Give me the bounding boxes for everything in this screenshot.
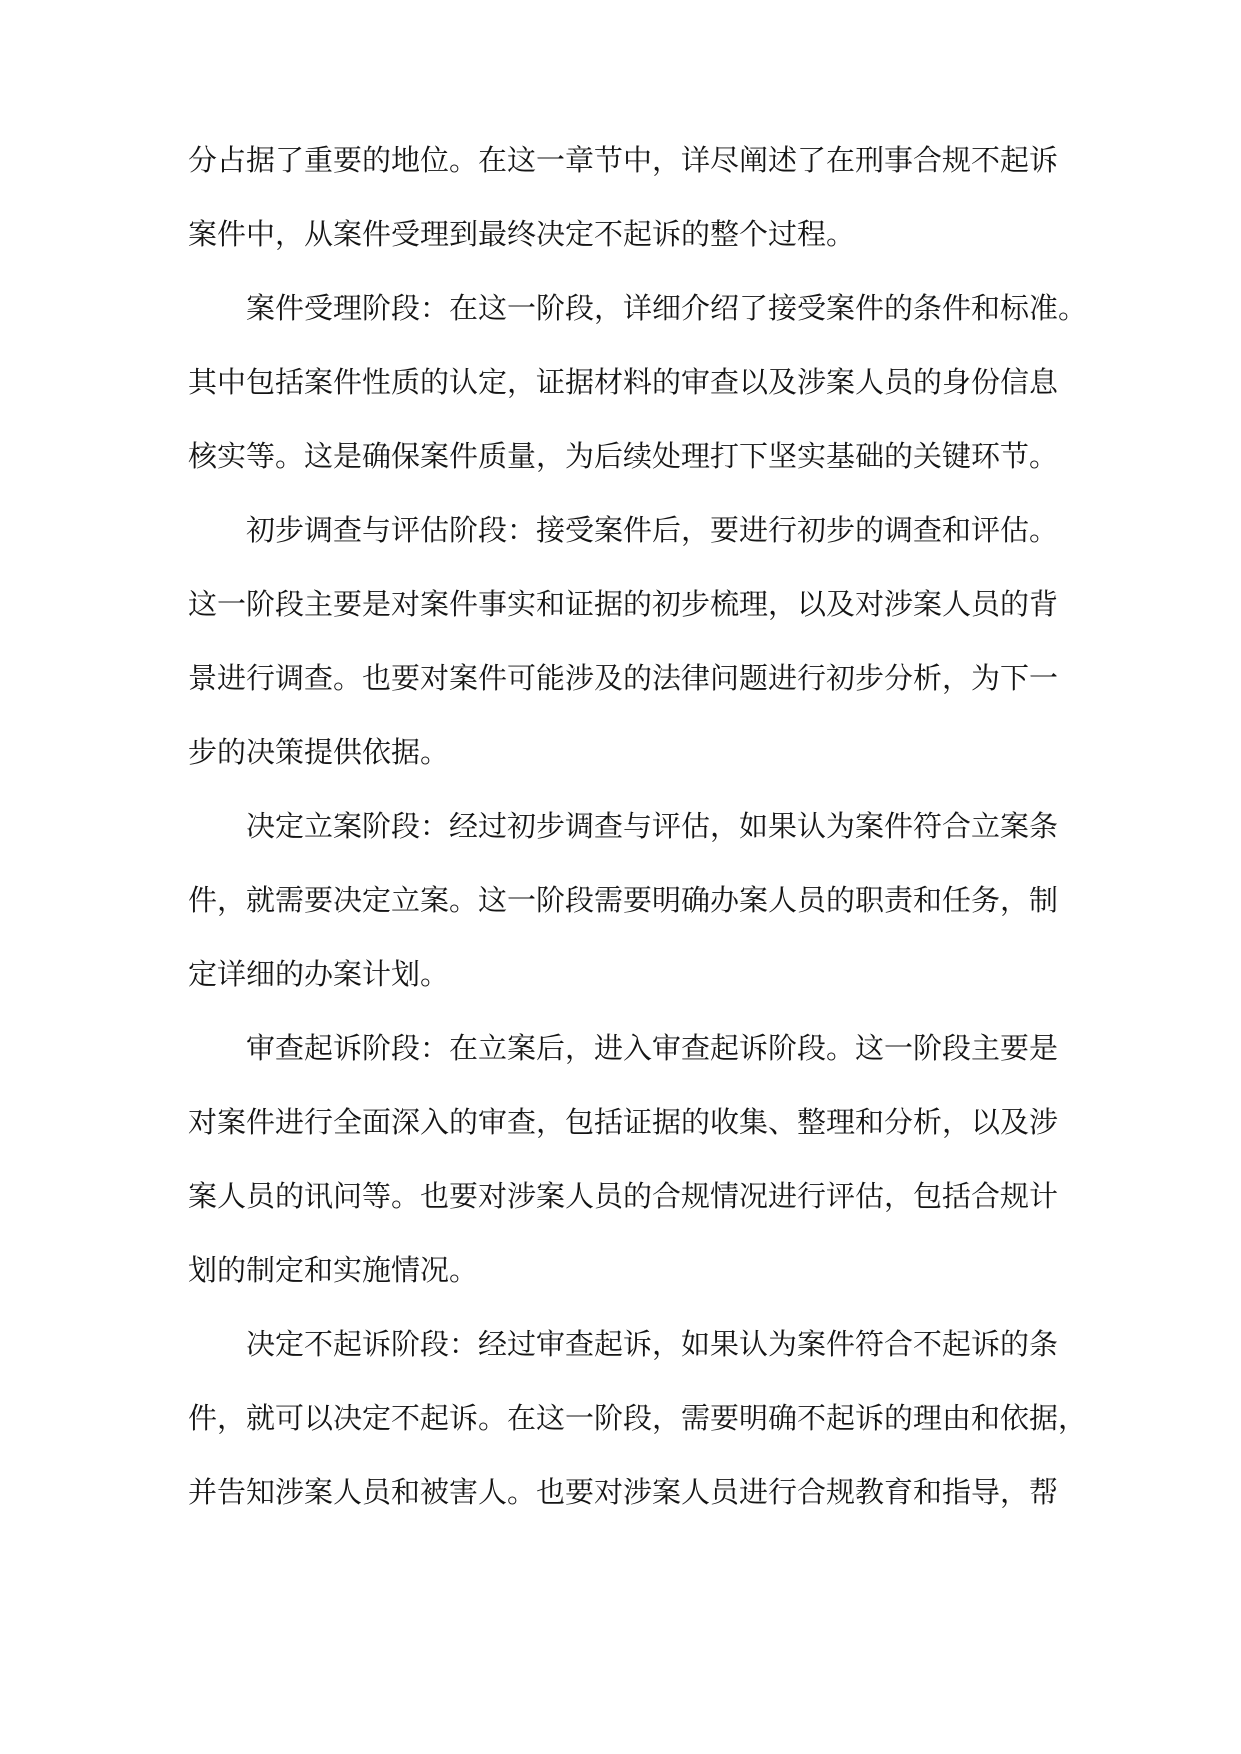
text-line: 定详细的办案计划。 [188,957,450,991]
text-line: 步的决策提供依据。 [188,735,450,769]
text-line: 件，就需要决定立案。这一阶段需要明确办案人员的职责和任务，制 [188,883,1059,917]
text-line: 核实等。这是确保案件质量，为后续处理打下坚实基础的关键环节。 [188,439,1059,473]
text-line: 并告知涉案人员和被害人。也要对涉案人员进行合规教育和指导，帮 [188,1475,1059,1509]
text-line: 决定立案阶段：经过初步调查与评估，如果认为案件符合立案条 [246,809,1059,843]
text-line: 其中包括案件性质的认定，证据材料的审查以及涉案人员的身份信息 [188,365,1059,399]
text-line: 景进行调查。也要对案件可能涉及的法律问题进行初步分析，为下一 [188,661,1059,695]
text-line: 案件中，从案件受理到最终决定不起诉的整个过程。 [188,217,856,251]
text-line: 审查起诉阶段：在立案后，进入审查起诉阶段。这一阶段主要是 [246,1031,1059,1065]
text-line: 划的制定和实施情况。 [188,1253,479,1287]
text-line: 初步调查与评估阶段：接受案件后，要进行初步的调查和评估。 [246,513,1059,547]
text-line: 案人员的讯问等。也要对涉案人员的合规情况进行评估，包括合规计 [188,1179,1059,1213]
text-line: 决定不起诉阶段：经过审查起诉，如果认为案件符合不起诉的条 [246,1327,1059,1361]
body-text [188,141,1088,1547]
text-line: 案件受理阶段：在这一阶段，详细介绍了接受案件的条件和标准。 [246,291,1088,325]
text-line: 分占据了重要的地位。在这一章节中，详尽阐述了在刑事合规不起诉 [188,143,1059,177]
text-line: 对案件进行全面深入的审查，包括证据的收集、整理和分析，以及涉 [188,1105,1059,1139]
text-line: 件，就可以决定不起诉。在这一阶段，需要明确不起诉的理由和依据， [188,1401,1088,1435]
text-line: 这一阶段主要是对案件事实和证据的初步梳理，以及对涉案人员的背 [188,587,1059,621]
